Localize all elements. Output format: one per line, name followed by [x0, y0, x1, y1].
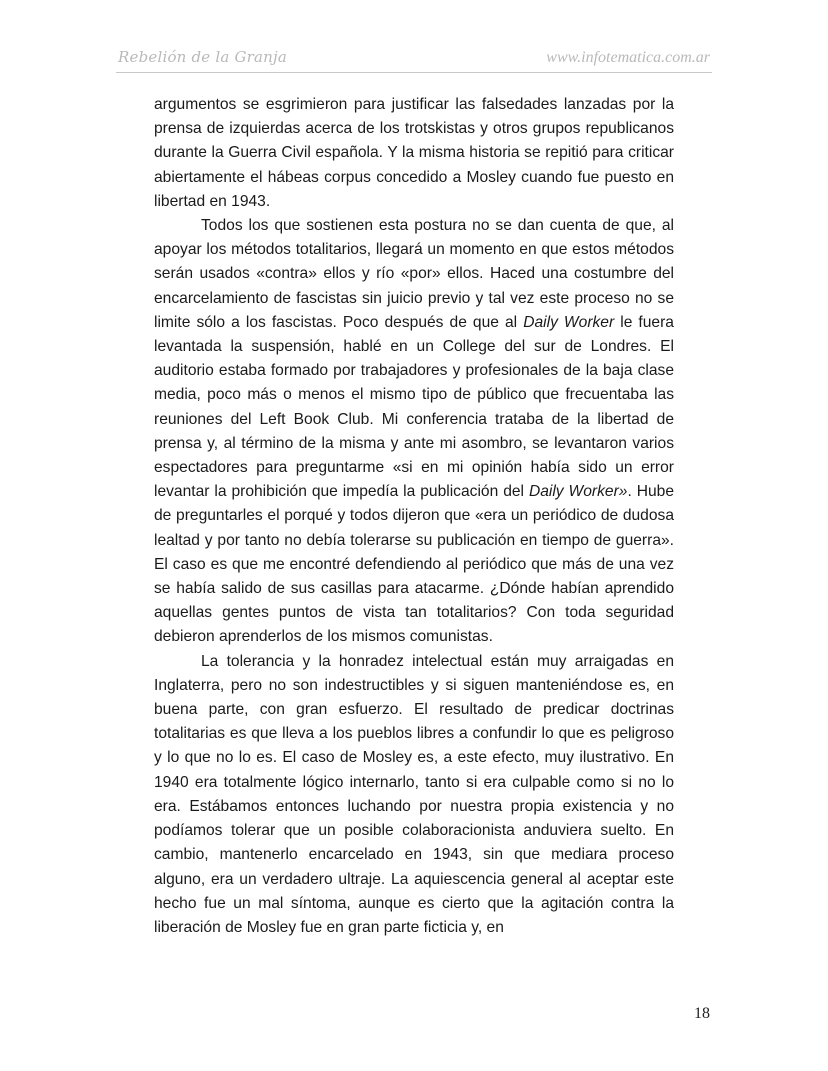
website-url: www.infotematica.com.ar [546, 49, 710, 66]
text-run: argumentos se esgrimieron para justificar las falsedades lanzadas por la prensa de izquierdas acerca de los trotskistas y otros grupos republicanos durante la Guerra Civil española. Y la misma historia se repitió para criticar abiertamente el hábeas corpus concedido a Mosley cuando fue puesto en libertad en 1943. [154, 96, 674, 210]
text-run: Todos los que sostienen esta postura no se dan cuenta de que, al apoyar los métodos totalitarios, llegará un momento en que estos métodos serán usados «contra» ellos y río «por» ellos. Haced una costumbre del encarcelamiento de fascistas sin juicio previo y tal vez este proceso no se limite sólo a los fascistas. Poco después de que al [154, 217, 674, 331]
paragraph [154, 214, 674, 650]
paragraph [154, 650, 674, 940]
publication-title: Daily Worker [523, 313, 615, 331]
paragraph [154, 93, 674, 214]
page-header [116, 46, 712, 73]
body-text [154, 93, 674, 940]
page-number: 18 [694, 1005, 710, 1022]
text-run: le fuera levantada la suspensión, hablé en un College del sur de Londres. El auditorio estaba formado por trabajadores y profesionales de la baja clase media, poco más o menos el mismo tipo de público que frecuentaba las reuniones del Left Book Club. Mi conferencia trataba de la libertad de prensa y, al término de la misma y ante mi asombro, se levantaron varios espectadores para preguntarme «si en mi opinión había sido un error levantar la prohibición que impedía la publicación del [154, 313, 674, 501]
publication-title: Daily Worker» [528, 483, 628, 501]
text-run: La tolerancia y la honradez intelectual están muy arraigadas en Inglaterra, pero no son indestructibles y si siguen manteniéndose es, en buena parte, con gran esfuerzo. El resultado de predicar doctrinas totalitarias es que lleva a los pueblos libres a confundir lo que es peligroso y lo que no lo es. El caso de Mosley es, a este efecto, muy ilustrativo. En 1940 era totalmente lógico internarlo, tanto si era culpable como si no lo era. Estábamos entonces luchando por nuestra propia existencia y no podíamos tolerar que un posible colaboracionista anduviera suelto. En cambio, mantenerlo encarcelado en 1943, sin que mediara proceso alguno, era un verdadero ultraje. La aquiescencia general al aceptar este hecho fue un mal síntoma, aunque es cierto que la agitación contra la liberación de Mosley fue en gran parte ficticia y, en [154, 652, 674, 936]
text-run: . Hube de preguntarles el porqué y todos dijeron que «era un periódico de dudosa lealtad y por tanto no debía tolerarse su publicación en tiempo de guerra». El caso es que me encontré defendiendo al periódico que más de una vez se había salido de sus casillas para atacarme. ¿Dónde habían aprendido aquellas gentes puntos de vista tan totalitarios? Con toda seguridad debieron aprenderlos de los mismos comunistas. [154, 483, 674, 646]
book-title: Rebelión de la Granja [118, 48, 288, 66]
